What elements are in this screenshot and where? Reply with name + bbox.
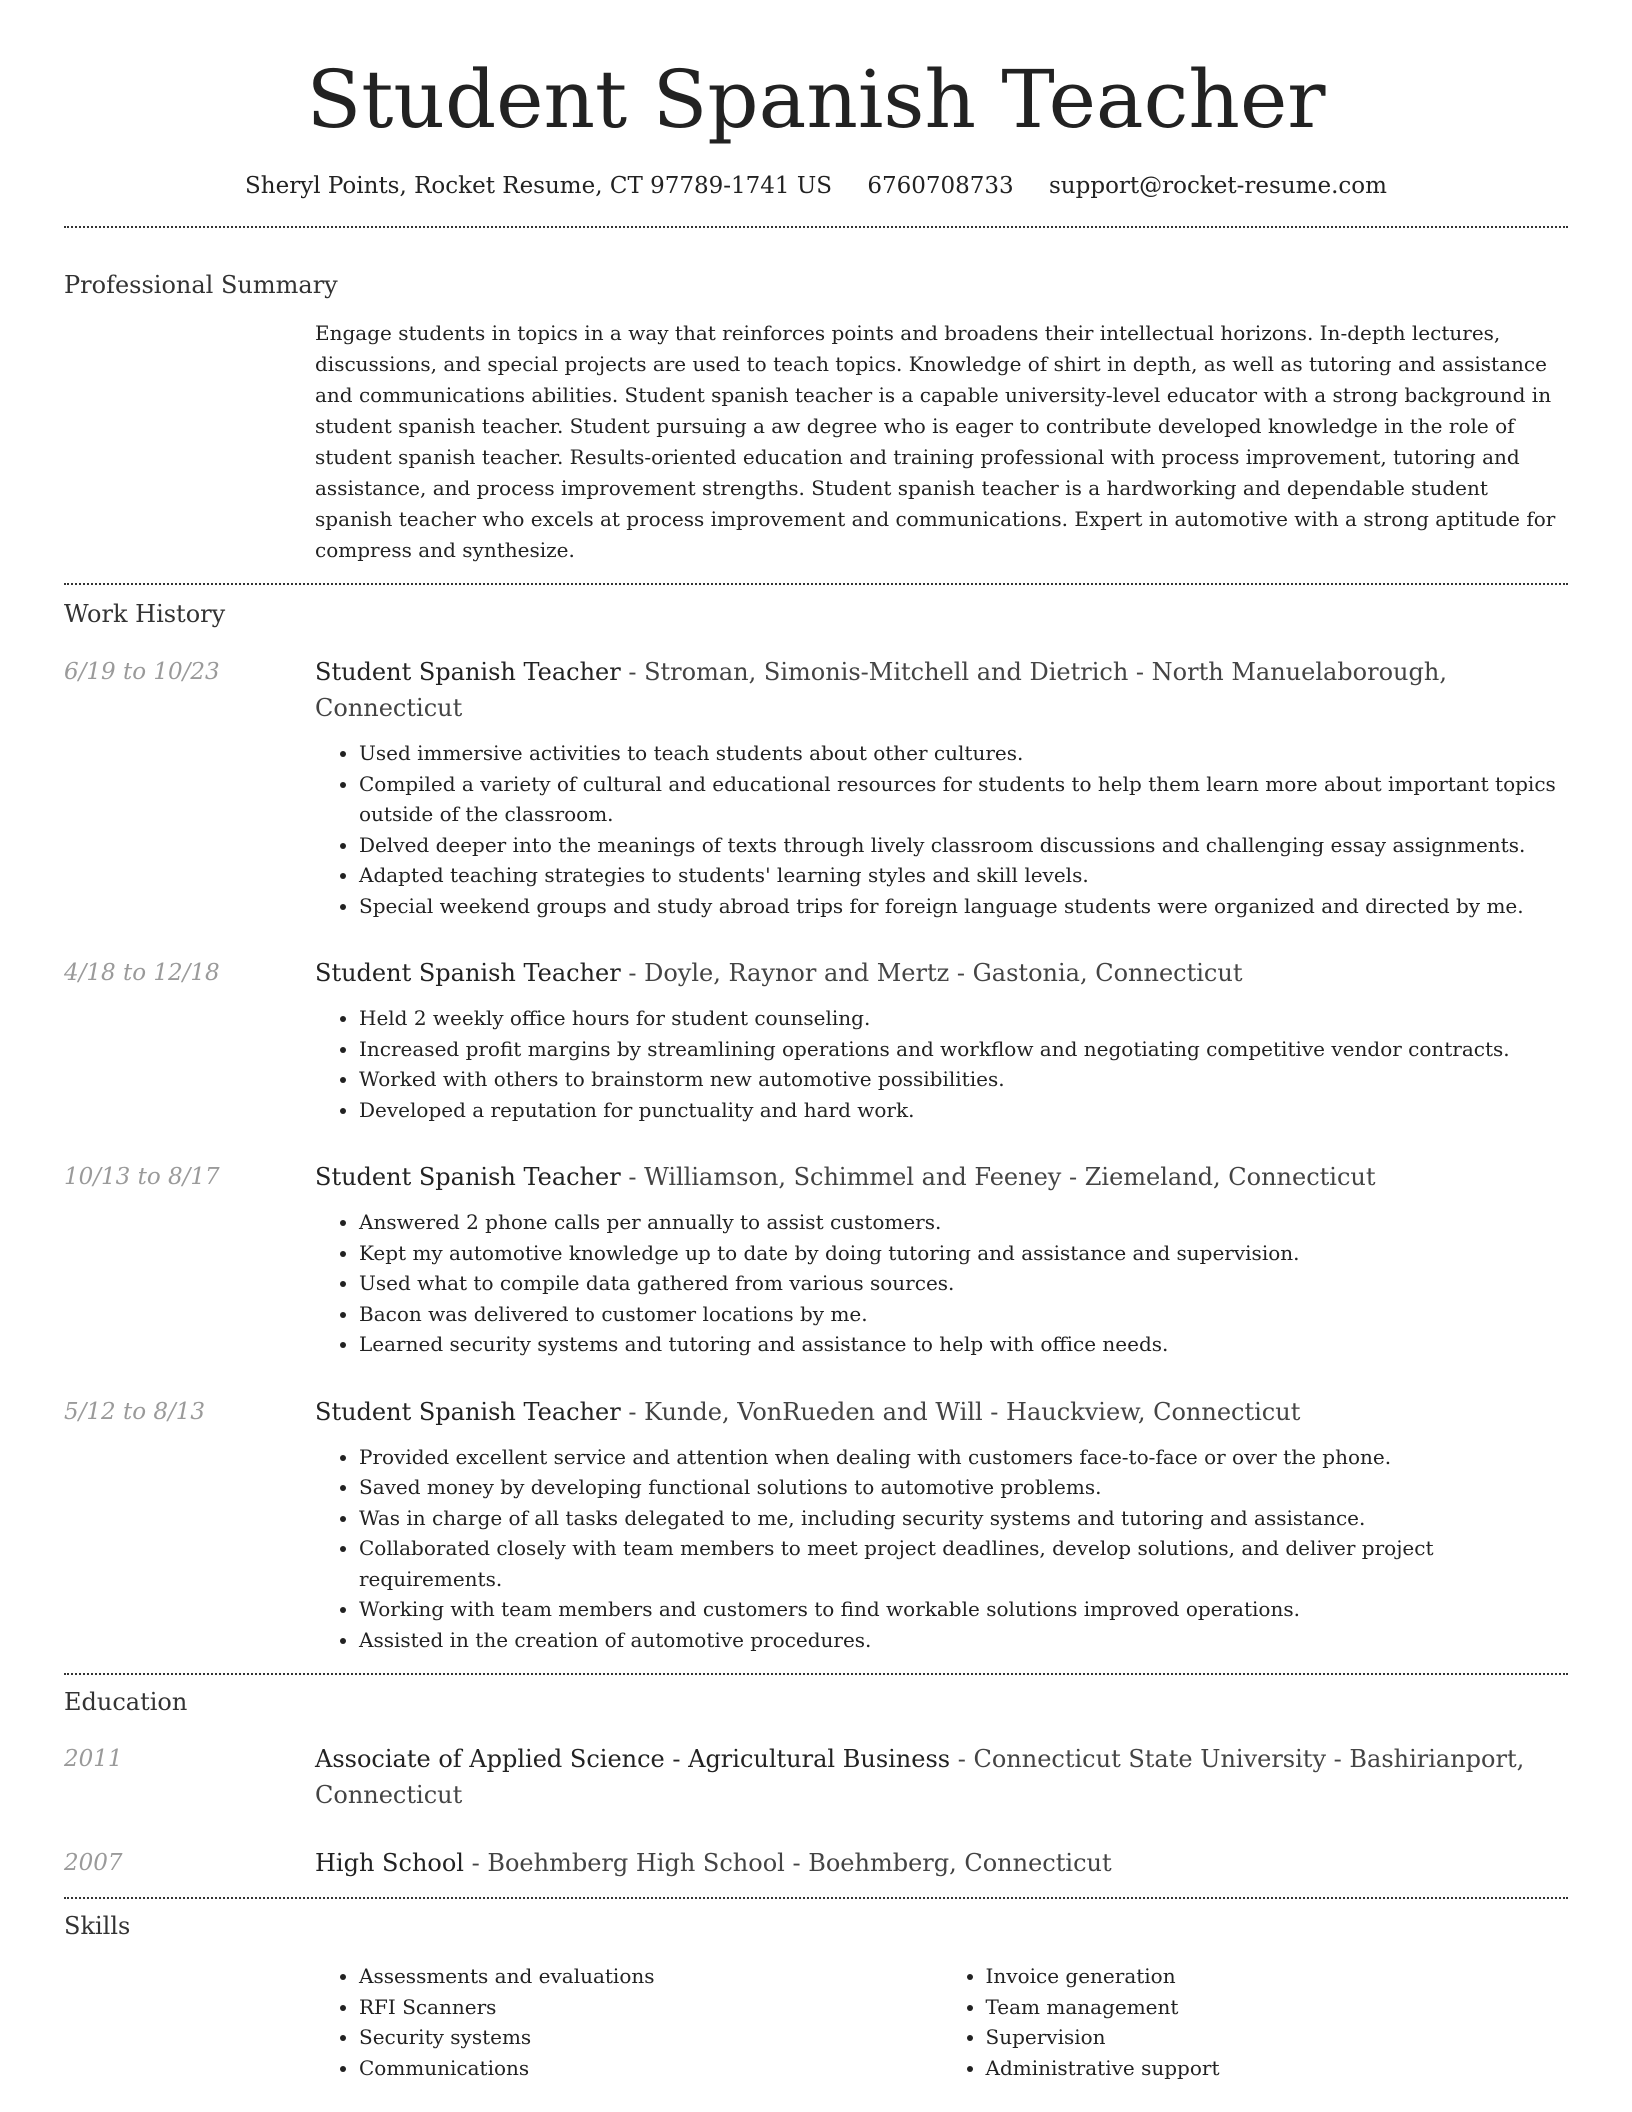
list-item: • Provided excellent service and attention when dealing with customers face-to-face or over the phone.	[359, 1442, 1568, 1473]
job-heading	[315, 654, 1568, 726]
job-details: - Kunde, VonRueden and Will - Hauckview, Connecticut	[620, 1397, 1301, 1426]
skill-item: • Security systems	[359, 2022, 942, 2053]
job-dates: 4/18 to 12/18	[64, 960, 220, 986]
education-year: 2007	[64, 1850, 123, 1876]
skill-item: • RFI Scanners	[359, 1992, 942, 2023]
education-degree: High School	[315, 1849, 464, 1877]
education-heading-line	[315, 1741, 1568, 1813]
job-bullets	[315, 1207, 1568, 1360]
list-item: • Used what to compile data gathered from various sources.	[359, 1268, 1568, 1299]
contact-phone: 6760708733	[867, 173, 1014, 199]
skill-item: • Assessments and evaluations	[359, 1961, 942, 1992]
job-entry	[64, 654, 1568, 921]
job-bullets	[315, 1003, 1568, 1125]
skill-item: • Communications	[359, 2053, 942, 2084]
job-role: Student Spanish Teacher	[315, 1163, 621, 1191]
skill-item: • Supervision	[986, 2022, 1569, 2053]
summary-heading: Professional Summary	[64, 271, 338, 299]
job-details: - Stroman, Simonis-Mitchell and Dietrich - North Manuelaborough, Connecticut	[315, 658, 1447, 722]
list-item: • Saved money by developing functional solutions to automotive problems.	[359, 1472, 1568, 1503]
job-details: - Williamson, Schimmel and Feeney - Ziemeland, Connecticut	[620, 1163, 1376, 1191]
job-role: Student Spanish Teacher	[315, 959, 621, 987]
skills-heading: Skills	[64, 1912, 131, 1940]
list-item: • Working with team members and customers to find workable solutions improved operations.	[359, 1594, 1568, 1625]
list-item: • Increased profit margins by streamlining operations and workflow and negotiating competitive vendor contracts.	[359, 1034, 1568, 1065]
section-divider	[64, 1897, 1568, 1899]
list-item: • Was in charge of all tasks delegated to me, including security systems and tutoring and assistance.	[359, 1503, 1568, 1534]
resume-page	[64, 0, 1568, 2083]
skill-item: • Invoice generation	[986, 1961, 1569, 1992]
skill-item: • Administrative support	[986, 2053, 1569, 2084]
education-entry	[64, 1741, 1568, 1813]
job-entry	[64, 1394, 1568, 1656]
list-item: • Held 2 weekly office hours for student counseling.	[359, 1003, 1568, 1034]
job-entry	[64, 955, 1568, 1125]
education-entry	[64, 1845, 1568, 1881]
section-divider	[64, 1673, 1568, 1675]
job-bullets	[315, 738, 1568, 921]
resume-name: Student Spanish Teacher	[306, 53, 1326, 146]
list-item: • Bacon was delivered to customer locations by me.	[359, 1299, 1568, 1330]
list-item: • Used immersive activities to teach students about other cultures.	[359, 738, 1568, 769]
skills-list-left	[315, 1961, 942, 2083]
section-divider	[64, 583, 1568, 585]
job-role: Student Spanish Teacher	[315, 658, 621, 686]
work-history-heading: Work History	[64, 600, 226, 628]
education-degree: Associate of Applied Science - Agricultural Business	[315, 1745, 951, 1773]
contact-email[interactable]: support@rocket-resume.com	[1049, 173, 1387, 199]
education-year: 2011	[64, 1746, 123, 1772]
skill-item: • Team management	[986, 1992, 1569, 2023]
list-item: • Special weekend groups and study abroad trips for foreign language students were organized and directed by me.	[359, 891, 1568, 922]
education-details: - Boehmberg High School - Boehmberg, Connecticut	[463, 1849, 1112, 1877]
job-heading	[315, 1159, 1568, 1195]
list-item: • Learned security systems and tutoring and assistance to help with office needs.	[359, 1329, 1568, 1360]
list-item: • Collaborated closely with team members to meet project deadlines, develop solutions, and deliver project requirements.	[359, 1533, 1568, 1594]
job-dates: 10/13 to 8/17	[64, 1164, 220, 1190]
contact-line	[64, 170, 1568, 202]
skills-list-right	[942, 1961, 1569, 2083]
education-heading: Education	[64, 1688, 188, 1716]
contact-address: Sheryl Points, Rocket Resume, CT 97789-1741 US	[245, 173, 833, 199]
job-entry	[64, 1159, 1568, 1360]
list-item: • Answered 2 phone calls per annually to assist customers.	[359, 1207, 1568, 1238]
job-dates: 5/12 to 8/13	[64, 1398, 206, 1425]
list-item: • Compiled a variety of cultural and educational resources for students to help them learn more about important topics outside of the classroom.	[359, 769, 1568, 830]
list-item: • Delved deeper into the meanings of texts through lively classroom discussions and challenging essay assignments.	[359, 830, 1568, 861]
job-heading	[315, 955, 1568, 991]
list-item: • Developed a reputation for punctuality and hard work.	[359, 1095, 1568, 1126]
job-role: Student Spanish Teacher	[315, 1397, 621, 1426]
list-item: • Assisted in the creation of automotive procedures.	[359, 1625, 1568, 1656]
education-details: - Connecticut State University - Bashirianport, Connecticut	[315, 1745, 1525, 1809]
list-item: • Kept my automotive knowledge up to date by doing tutoring and assistance and supervision.	[359, 1238, 1568, 1269]
job-details: - Doyle, Raynor and Mertz - Gastonia, Connecticut	[620, 959, 1243, 987]
job-heading	[315, 1394, 1568, 1430]
list-item: • Adapted teaching strategies to students' learning styles and skill levels.	[359, 860, 1568, 891]
education-heading-line	[315, 1845, 1568, 1881]
summary-text: Engage students in topics in a way that reinforces points and broadens their intellectual horizons. In-depth lectures, discussions, and special projects are used to teach topics. Knowledge of shirt in depth, as well as tutoring and assistance and communications abilities. Student spanish teacher is a capable university-level educator with a strong background in student spanish teacher. Student pursuing a aw degree who is eager to contribute developed knowledge in the role of student spanish teacher. Results-oriented education and training professional with process improvement, tutoring and assistance, and process improvement strengths. Student spanish teacher is a hardworking and dependable student spanish teacher who excels at process improvement and communications. Expert in automotive with a strong aptitude for compress and synthesize.	[315, 321, 1556, 562]
job-bullets	[315, 1442, 1568, 1656]
section-divider	[64, 226, 1568, 228]
job-dates: 6/19 to 10/23	[64, 659, 220, 685]
list-item: • Worked with others to brainstorm new automotive possibilities.	[359, 1064, 1568, 1095]
skills-block	[64, 1961, 1568, 2083]
